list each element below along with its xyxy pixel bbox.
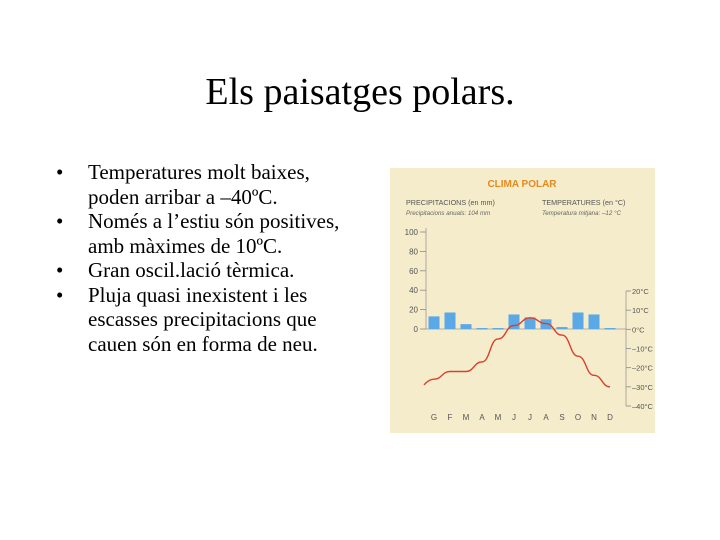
month-label: O — [574, 413, 582, 422]
month-label: F — [447, 413, 453, 422]
climate-chart-svg — [390, 168, 655, 433]
right-tick-label: 20°C — [632, 287, 649, 296]
left-tick-label: 0 — [413, 325, 418, 334]
temp-subheader: Temperatura mitjana: –12 °C — [542, 210, 621, 217]
right-tick-label: –10°C — [632, 344, 653, 354]
right-tick-label: –20°C — [632, 363, 653, 373]
month-label: M — [462, 413, 470, 422]
bullet-list — [56, 160, 356, 356]
precip-bar — [429, 316, 440, 329]
precip-bar — [557, 327, 568, 329]
slide-title: Els paisatges polars. — [205, 71, 515, 113]
bullet-text: Gran oscil.lació tèrmica. — [88, 258, 295, 282]
month-label: N — [591, 413, 597, 422]
month-label: S — [559, 413, 565, 422]
precip-header: PRECIPITACIONS (en mm) — [406, 198, 495, 207]
month-label: J — [512, 413, 516, 422]
right-tick-label: 10°C — [632, 306, 649, 316]
bullet-text: Pluja quasi inexistent i les escasses precipitacions que cauen són en forma de neu. — [88, 282, 318, 356]
right-tick-label: –30°C — [632, 382, 653, 392]
chart-title: CLIMA POLAR — [487, 179, 557, 190]
bullet-symbol: • — [56, 258, 64, 282]
climate-chart — [390, 168, 655, 433]
chart-background — [390, 168, 655, 433]
month-label: A — [543, 413, 549, 422]
right-tick-label: –40°C — [632, 402, 653, 411]
precip-bar — [573, 313, 584, 329]
precip-bar — [461, 324, 472, 329]
bullet-item — [56, 283, 356, 357]
precip-bar — [445, 313, 456, 329]
precip-subheader: Precipitacions anuals: 104 mm — [406, 210, 491, 217]
left-tick-label: 20 — [409, 305, 418, 315]
bullet-symbol: • — [56, 282, 64, 307]
left-tick-label: 80 — [409, 247, 418, 257]
bullet-item — [56, 160, 356, 209]
precip-bar — [493, 328, 504, 330]
left-tick-label: 60 — [409, 266, 418, 276]
bullet-symbol: • — [56, 160, 64, 184]
left-tick-label: 100 — [404, 228, 418, 237]
bullet-item — [56, 209, 356, 258]
month-label: G — [430, 413, 438, 422]
month-label: D — [607, 413, 613, 422]
month-label: A — [479, 413, 485, 422]
month-label: M — [494, 413, 502, 422]
right-tick-label: 0°C — [632, 325, 645, 335]
precip-bar — [589, 314, 600, 329]
precip-bar — [477, 328, 488, 330]
precip-bar — [605, 328, 616, 330]
bullet-item — [56, 258, 356, 283]
month-label: J — [528, 413, 532, 422]
bullet-symbol: • — [56, 209, 64, 233]
temp-header: TEMPERATURES (en °C) — [542, 198, 626, 207]
bullet-text: Només a l’estiu són positives, amb màximes de 10ºC. — [88, 209, 340, 258]
bullet-text: Temperatures molt baixes, poden arribar a –40ºC. — [88, 160, 310, 209]
left-tick-label: 40 — [409, 286, 418, 296]
